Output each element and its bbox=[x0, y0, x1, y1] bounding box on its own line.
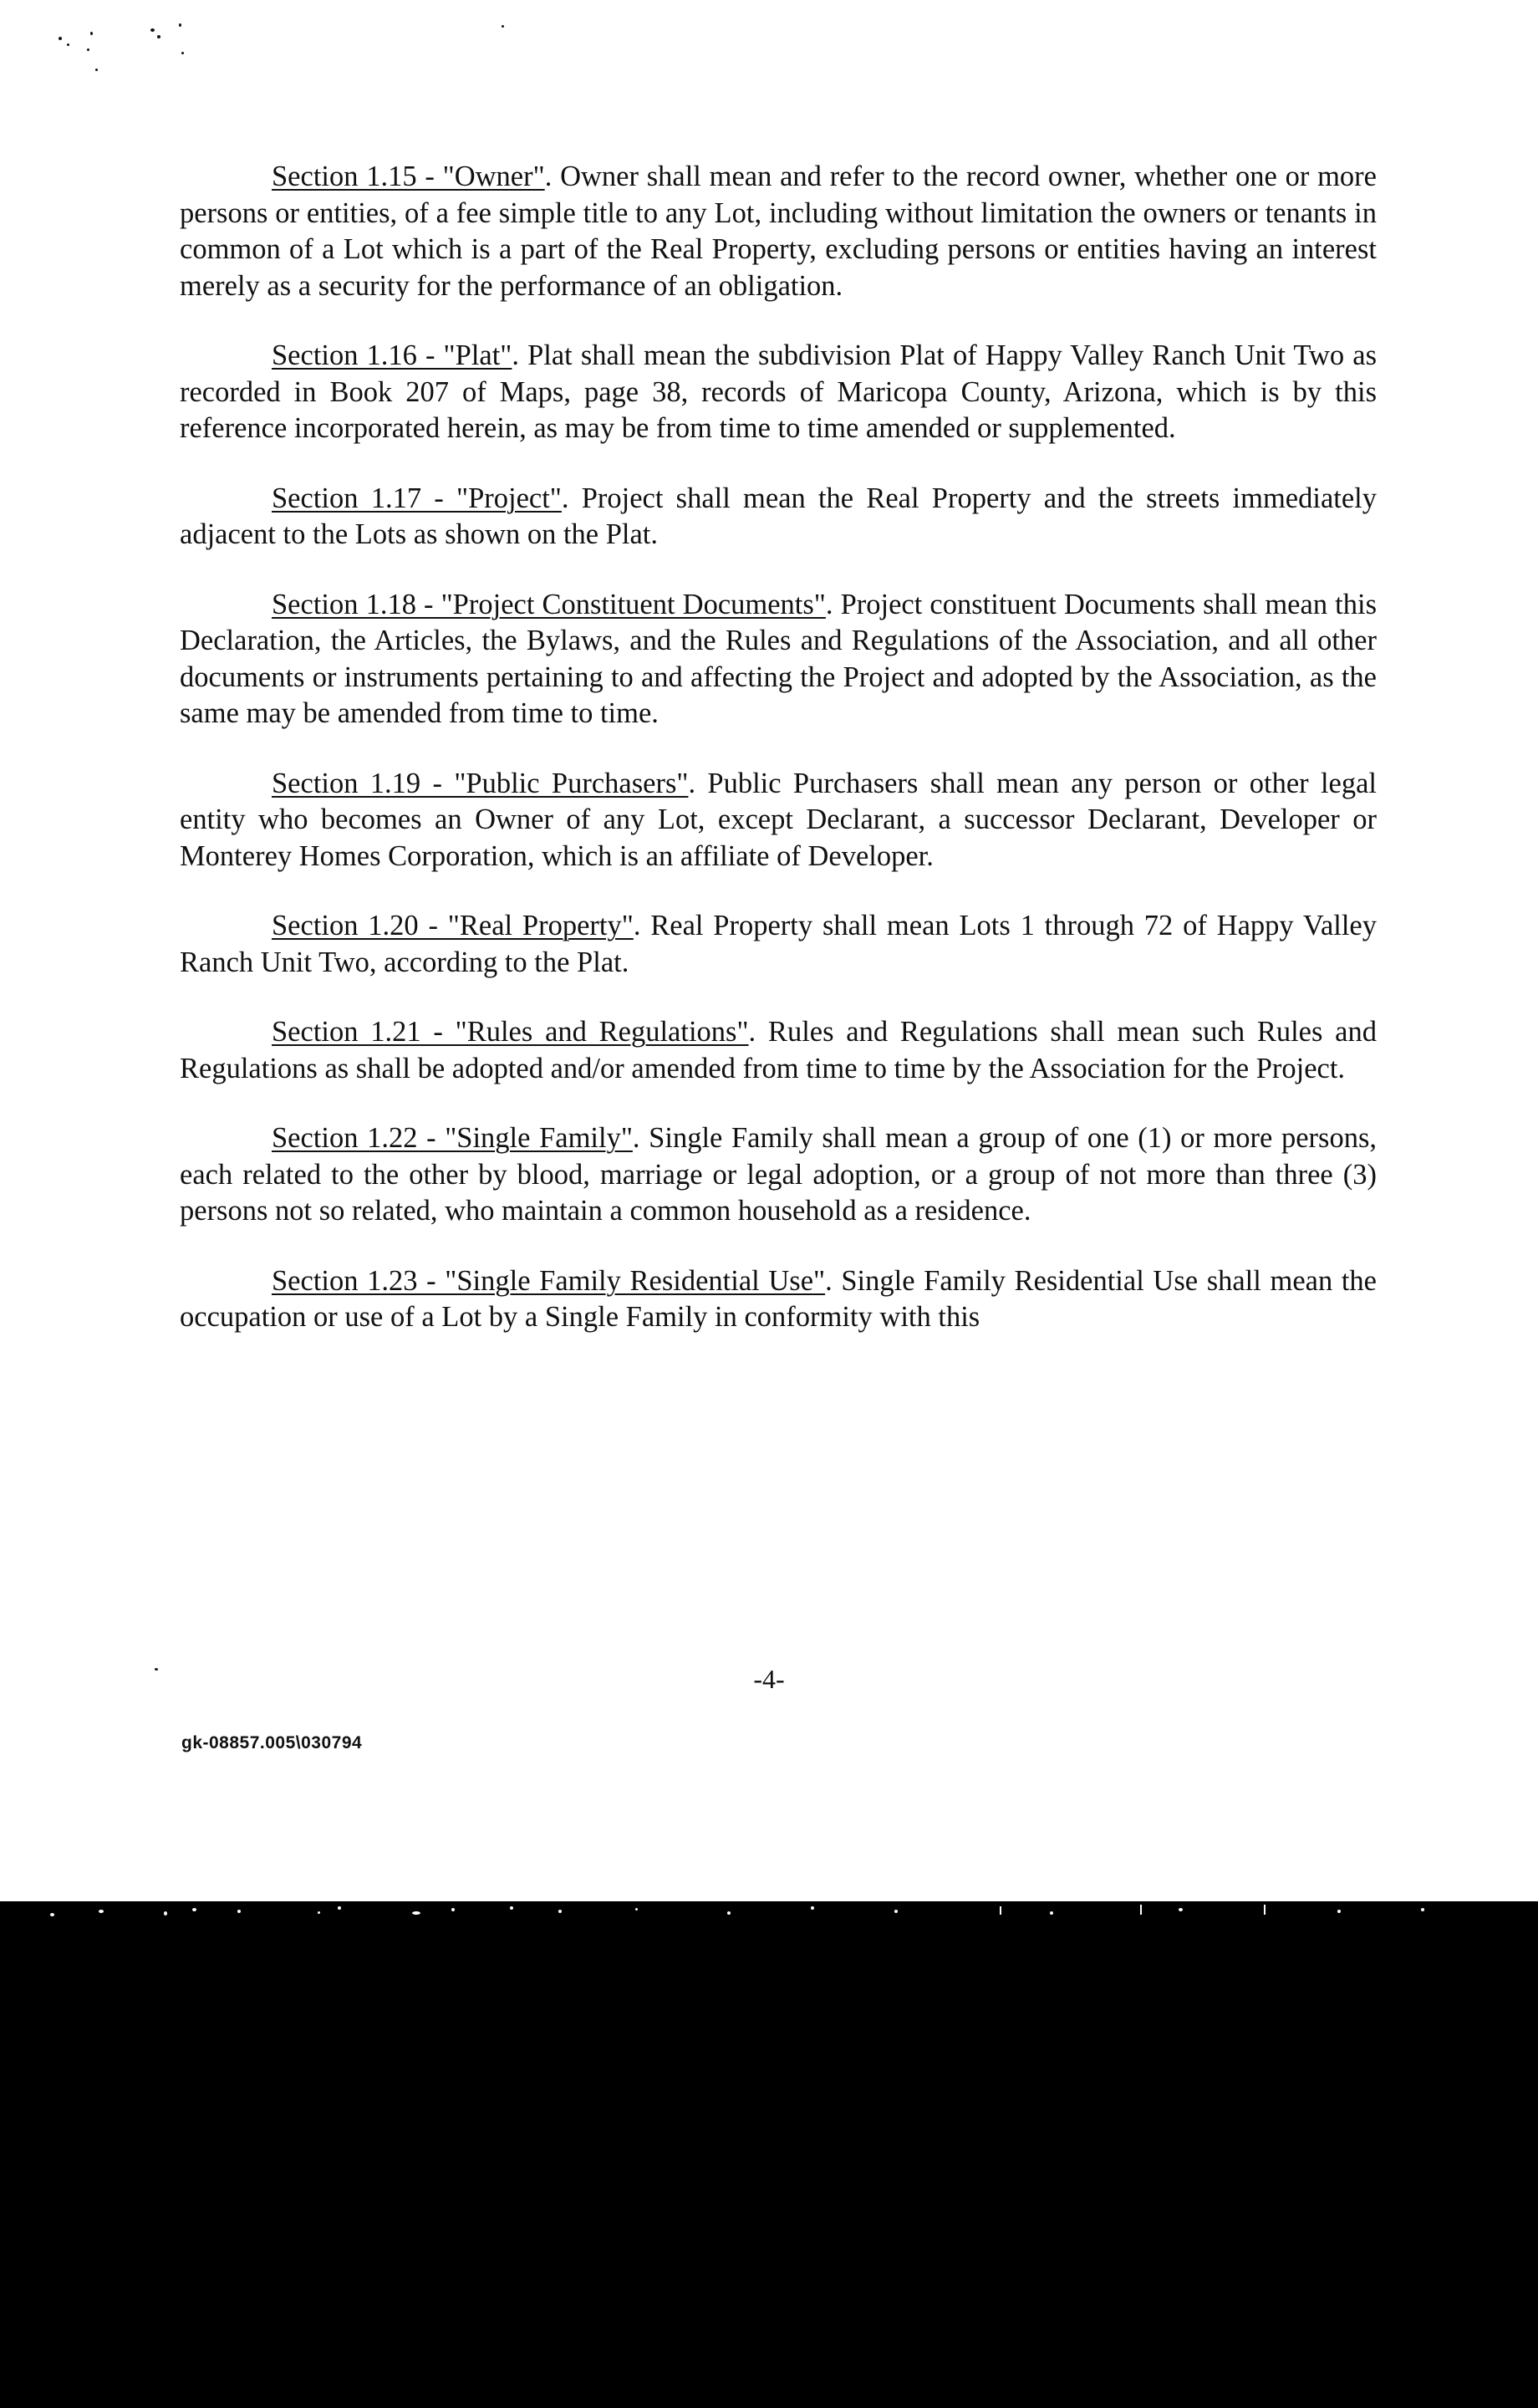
section-1-17 bbox=[180, 481, 1377, 554]
section-heading: Section 1.22 - "Single Family" bbox=[272, 1122, 633, 1154]
scan-speck bbox=[157, 35, 160, 38]
scan-speck bbox=[87, 48, 89, 51]
scan-speck bbox=[99, 1910, 104, 1913]
scan-speck bbox=[894, 1910, 898, 1913]
scan-speck bbox=[451, 1908, 455, 1911]
scan-speck bbox=[67, 43, 69, 46]
section-1-19 bbox=[180, 766, 1377, 875]
section-1-20 bbox=[180, 908, 1377, 981]
scan-speck bbox=[1337, 1910, 1341, 1913]
scan-border bbox=[0, 1901, 1538, 2408]
scan-speck bbox=[635, 1908, 638, 1911]
scan-speck bbox=[1421, 1908, 1424, 1911]
section-heading: Section 1.23 - "Single Family Residential Use" bbox=[272, 1264, 826, 1297]
scan-line bbox=[1264, 1905, 1266, 1915]
scan-speck bbox=[164, 1911, 167, 1916]
section-heading: Section 1.21 - "Rules and Regulations" bbox=[272, 1016, 749, 1048]
section-text: . Public Purchasers shall mean any person or other legal entity who becomes an Owner of any Lot, except Declarant, a successor Declarant, Developer or Monterey Homes Corporation, which is an affiliate of Developer. bbox=[180, 767, 1377, 872]
scan-speck bbox=[150, 28, 155, 32]
section-1-21 bbox=[180, 1014, 1377, 1087]
scan-speck bbox=[181, 52, 184, 54]
scan-speck bbox=[318, 1911, 320, 1914]
scan-speck bbox=[237, 1910, 241, 1913]
scan-speck bbox=[59, 37, 62, 40]
scan-line bbox=[1000, 1906, 1001, 1915]
section-heading: Section 1.16 - "Plat" bbox=[272, 339, 512, 371]
scan-speck bbox=[90, 32, 93, 35]
scan-speck bbox=[192, 1908, 196, 1911]
section-text: . Project shall mean the Real Property and the streets immediately adjacent to the Lots as shown on the Plat. bbox=[180, 482, 1377, 550]
scan-speck bbox=[179, 23, 181, 27]
scan-speck bbox=[510, 1906, 513, 1910]
scan-speck bbox=[1050, 1911, 1053, 1915]
section-heading: Section 1.18 - "Project Constituent Documents" bbox=[272, 588, 826, 620]
page-number: -4- bbox=[753, 1664, 785, 1694]
document-id: gk-08857.005\030794 bbox=[181, 1733, 363, 1752]
scan-line bbox=[1140, 1905, 1142, 1915]
scan-speck bbox=[95, 69, 98, 71]
document-body bbox=[180, 159, 1377, 1336]
section-heading: Section 1.20 - "Real Property" bbox=[272, 910, 634, 941]
section-text: . Project constituent Documents shall mean this Declaration, the Articles, the Bylaws, and the Rules and Regulations of the Association, and all other documents or instruments pertaining to and affecting the Project and adopted by the Association, as the same may be amended from time to time. bbox=[180, 588, 1377, 729]
section-heading: Section 1.19 - "Public Purchasers" bbox=[272, 767, 689, 799]
scan-speck bbox=[727, 1911, 731, 1915]
scan-speck bbox=[811, 1906, 814, 1910]
section-1-18 bbox=[180, 587, 1377, 732]
section-text: . Single Family shall mean a group of one (1) or more persons, each related to the other by blood, marriage or legal adoption, or a group of not more than three (3) persons not so related, who maintain a common household as a residence. bbox=[180, 1122, 1377, 1227]
scan-speck bbox=[50, 1913, 54, 1916]
section-1-22 bbox=[180, 1120, 1377, 1230]
scan-speck bbox=[502, 25, 504, 28]
section-heading: Section 1.15 - "Owner" bbox=[272, 161, 545, 192]
section-1-16 bbox=[180, 338, 1377, 447]
section-heading: Section 1.17 - "Project" bbox=[272, 482, 562, 514]
section-text: . Rules and Regulations shall mean such Rules and Regulations as shall be adopted and/or amended from time to time by the Association for the Project. bbox=[180, 1016, 1377, 1084]
section-1-23 bbox=[180, 1263, 1377, 1336]
section-text: . Real Property shall mean Lots 1 through 72 of Happy Valley Ranch Unit Two, according to the Plat. bbox=[180, 910, 1377, 978]
section-text: . Plat shall mean the subdivision Plat of Happy Valley Ranch Unit Two as recorded in Book 207 of Maps, page 38, records of Maricopa County, Arizona, which is by this reference incorporated herein, as may be from time to time amended or supplemented. bbox=[180, 339, 1377, 444]
section-1-15 bbox=[180, 159, 1377, 304]
scan-speck bbox=[338, 1906, 341, 1910]
scan-speck bbox=[412, 1911, 420, 1915]
section-text: . Owner shall mean and refer to the record owner, whether one or more persons or entities, of a fee simple title to any Lot, including without limitation the owners or tenants in common of a Lot which is a part of the Real Property, excluding persons or entities having an interest merely as a security for the performance of an obligation. bbox=[180, 161, 1377, 302]
section-text: . Single Family Residential Use shall mean the occupation or use of a Lot by a Single Family in conformity with this bbox=[180, 1264, 1377, 1333]
scan-speck bbox=[558, 1910, 562, 1913]
scan-speck bbox=[1179, 1908, 1183, 1911]
